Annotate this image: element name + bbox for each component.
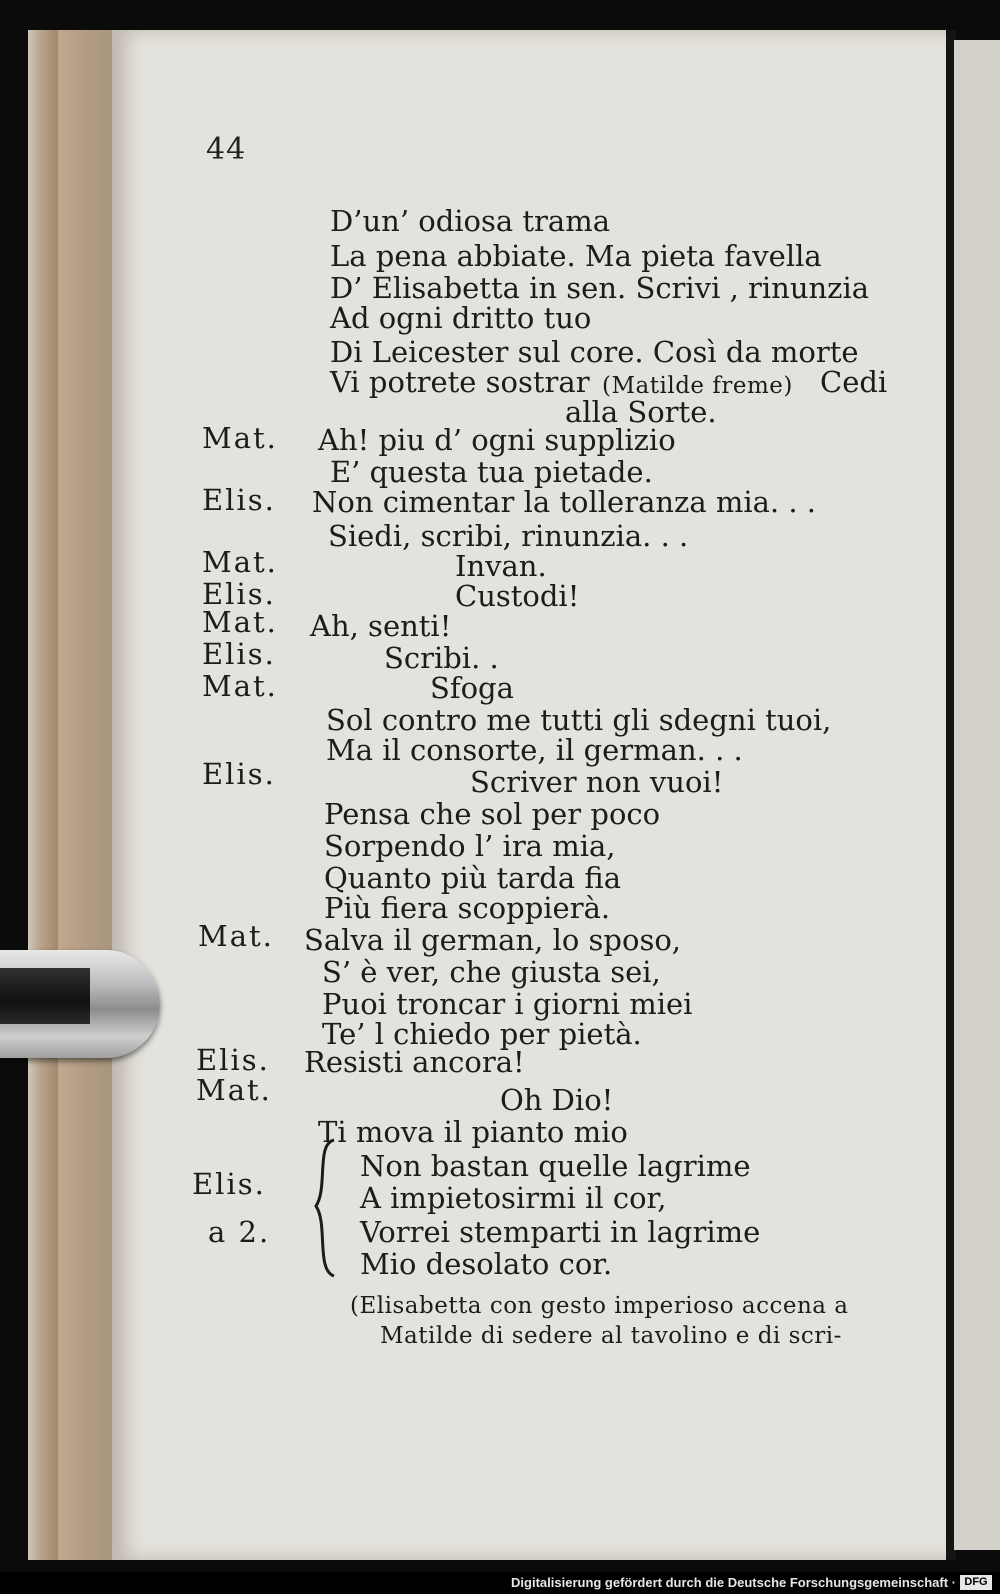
book-page-stack	[58, 30, 113, 1560]
brace-icon	[308, 1138, 342, 1278]
speaker-label: Mat.	[202, 421, 278, 455]
speaker-label: Elis.	[202, 483, 276, 517]
speaker-label: Elis.	[202, 637, 276, 671]
text-line: Sorpendo l’ ira mia,	[324, 829, 616, 863]
text-line: Mio desolato cor.	[360, 1247, 613, 1281]
speaker-label: Mat.	[202, 545, 278, 579]
text-line: Vi potrete sostrar	[330, 365, 590, 399]
text-line: Puoi troncar i giorni miei	[322, 987, 693, 1021]
text-line: D’ Elisabetta in sen. Scrivi , rinunzia	[330, 271, 870, 305]
stage-direction: (Matilde freme)	[602, 373, 793, 399]
text-line: Ti mova il pianto mio	[318, 1115, 628, 1149]
text-line: Sfoga	[430, 671, 514, 705]
text-line: D’un’ odiosa trama	[330, 204, 611, 238]
speaker-label: Mat.	[196, 1073, 272, 1107]
text-line: Ma il consorte, il german. . .	[326, 733, 743, 767]
footer-credit: Digitalisierung gefördert durch die Deutsche Forschungsgemeinschaft ·	[511, 1575, 956, 1590]
dfg-logo: DFG	[960, 1575, 992, 1590]
speaker-label: a 2.	[208, 1215, 271, 1249]
speaker-label: Elis.	[192, 1167, 266, 1201]
text-line: Custodi!	[455, 579, 580, 613]
speaker-label: Elis.	[202, 577, 276, 611]
text-line: Invan.	[455, 549, 547, 583]
stage-direction: Matilde di sedere al tavolino e di scri-	[380, 1323, 842, 1349]
speaker-label: Mat.	[202, 669, 278, 703]
text-line: Ah, senti!	[310, 609, 452, 643]
book-clip-shadow	[0, 968, 90, 1024]
speaker-label: Mat.	[198, 919, 274, 953]
text-line: Non cimentar la tolleranza mia. . .	[312, 485, 816, 519]
text-line: Più fiera scoppierà.	[324, 891, 611, 925]
text-line: Quanto più tarda fia	[324, 861, 621, 895]
stage-direction: (Elisabetta con gesto imperioso accena a	[350, 1293, 849, 1319]
text-line: Oh Dio!	[500, 1083, 614, 1117]
text-line: Ah! piu d’ ogni supplizio	[318, 423, 676, 457]
text-line: alla Sorte.	[565, 395, 717, 429]
text-line: Vorrei stemparti in lagrime	[360, 1215, 761, 1249]
speaker-label: Mat.	[202, 605, 278, 639]
text-line: A impietosirmi il cor,	[360, 1181, 667, 1215]
text-line: Scriver non vuoi!	[470, 765, 724, 799]
text-line: Non bastan quelle lagrime	[360, 1149, 751, 1183]
page-number: 44	[206, 132, 247, 167]
text-line: Siedi, scribi, rinunzia. . .	[328, 519, 689, 553]
speaker-label: Elis.	[196, 1043, 270, 1077]
text-line: Di Leicester sul core. Così da morte	[330, 335, 859, 369]
text-line: Pensa che sol per poco	[324, 797, 661, 831]
text-line: Resisti ancora!	[304, 1045, 525, 1079]
text-line: Scribi. .	[384, 641, 499, 675]
speaker-label: Elis.	[202, 757, 276, 791]
text-line: S’ è ver, che giusta sei,	[322, 955, 661, 989]
text-line: E’ questa tua pietade.	[330, 455, 653, 489]
text-line: Ad ogni dritto tuo	[330, 301, 592, 335]
text-line: Cedi	[820, 365, 888, 399]
text-line: Sol contro me tutti gli sdegni tuoi,	[326, 703, 832, 737]
text-line: Te’ l chiedo per pietà.	[322, 1017, 642, 1051]
facing-page-edge	[954, 40, 1000, 1550]
text-line: Salva il german, lo sposo,	[304, 923, 681, 957]
text-line: La pena abbiate. Ma pieta favella	[330, 239, 822, 273]
